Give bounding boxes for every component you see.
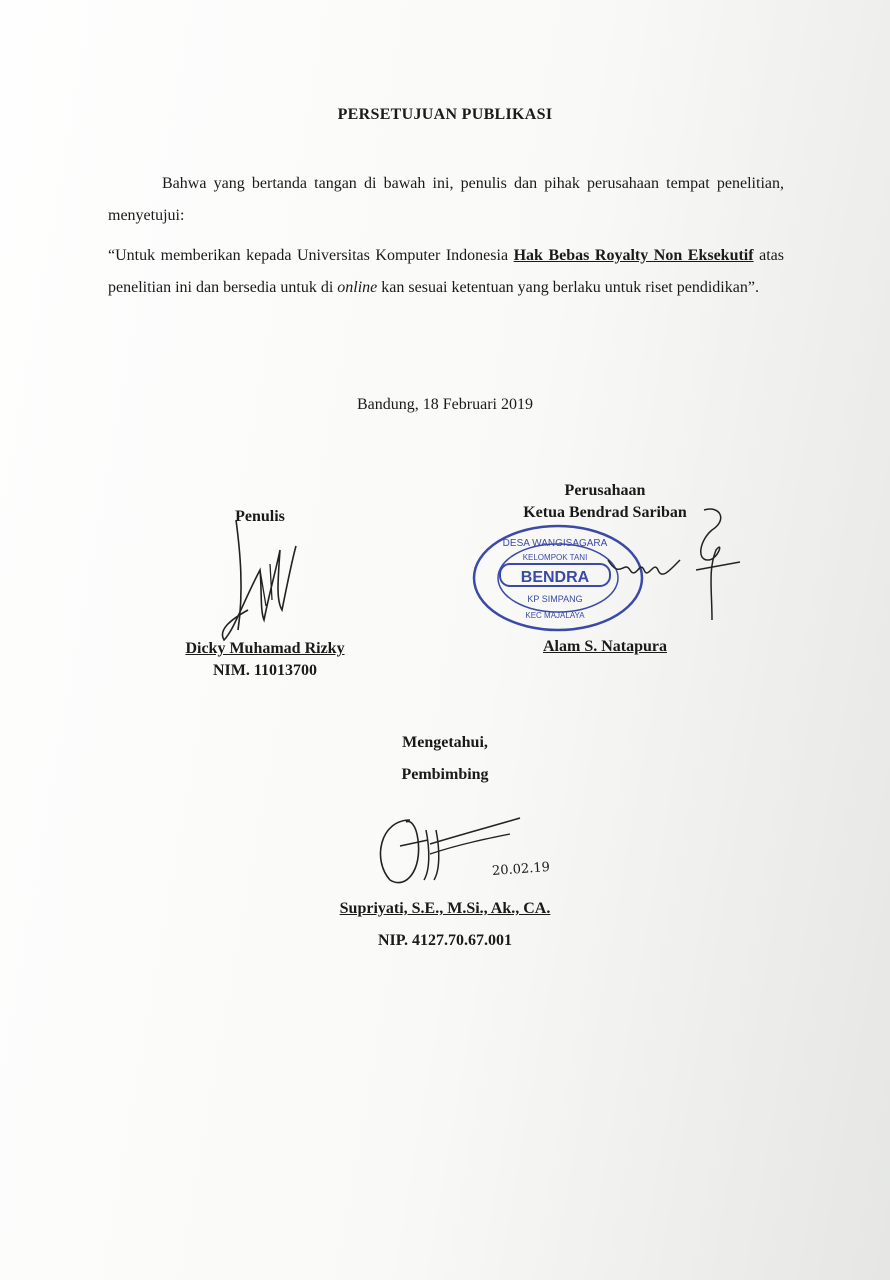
writer-signature (200, 510, 320, 650)
svg-text:KELOMPOK TANI: KELOMPOK TANI (522, 553, 588, 562)
writer-name: Dicky Muhamad Rizky (185, 640, 345, 657)
agreement-paragraph (108, 240, 784, 304)
supervisor-id: NIP. 4127.70.67.001 (377, 932, 513, 949)
svg-text:KP SIMPANG: KP SIMPANG (527, 594, 583, 604)
intro-paragraph: Bahwa yang bertanda tangan di bawah ini, penulis dan pihak perusahaan tempat penelitian, menyetujui: (108, 175, 784, 224)
svg-text:KEC MAJALAYA: KEC MAJALAYA (525, 611, 585, 620)
agreement-text-3: kan sesuai ketentuan yang berlaku untuk riset pendidikan”. (377, 279, 759, 296)
supervisor-signature (370, 810, 590, 890)
agreement-text-1: “Untuk memberikan kepada Universitas Komputer Indonesia (108, 247, 514, 264)
supervisor-name: Supriyati, S.E., M.Si., Ak., CA. (339, 900, 551, 917)
company-role: Ketua Bendrad Sariban (523, 504, 687, 521)
supervisor-role: Pembimbing (401, 766, 489, 783)
svg-text:BENDRA: BENDRA (520, 569, 590, 586)
svg-text:DESA WANGISAGARA: DESA WANGISAGARA (502, 538, 608, 549)
supervisor-signature-date: 20.02.19 (491, 859, 551, 880)
place-date: Bandung, 18 Februari 2019 (357, 396, 533, 413)
company-signature (600, 500, 750, 630)
writer-id: NIM. 11013700 (213, 662, 317, 679)
agreement-italic: online (337, 279, 378, 296)
document-title: PERSETUJUAN PUBLIKASI (337, 106, 553, 123)
agreement-text-2: atas penelitian ini dan bersedia untuk di (108, 247, 785, 296)
agreement-highlight: Hak Bebas Royalty Non Eksekutif (513, 247, 754, 264)
company-signer-name: Alam S. Natapura (542, 638, 667, 655)
company-label: Perusahaan (564, 482, 646, 499)
writer-role: Penulis (235, 508, 285, 525)
acknowledged-label: Mengetahui, (402, 734, 488, 751)
